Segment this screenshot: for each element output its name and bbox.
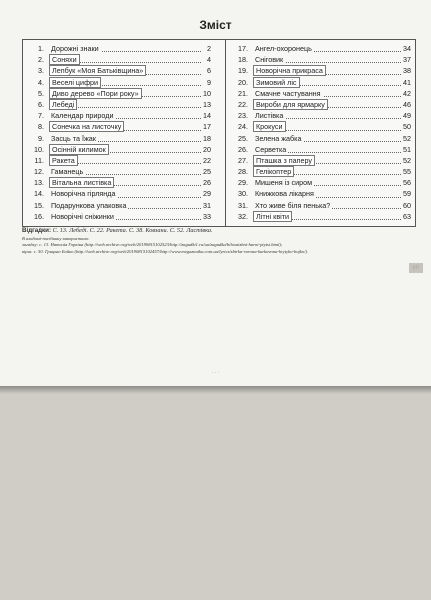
toc-entry [26, 211, 211, 222]
toc-entry-title: Зелена жабка [255, 133, 302, 143]
toc-entry [26, 65, 211, 76]
toc-entry [230, 211, 411, 222]
toc-entry-page: 41 [403, 77, 411, 87]
toc-entry-number: 27. [238, 155, 248, 165]
toc-entry-title: Новорічна прикраса [253, 65, 326, 76]
page-mark: · · · [211, 370, 220, 376]
toc-entry-number: 6. [38, 99, 44, 109]
toc-entry-title: Хто живе біля пенька? [255, 200, 331, 210]
toc-entry-title: Подарункова упаковка [51, 200, 127, 210]
toc-entry [26, 121, 211, 132]
toc-entry-number: 2. [38, 55, 44, 65]
toc-entry-page: 17 [203, 122, 211, 132]
toc-entry-number: 5. [38, 88, 44, 98]
toc-entry-page: 51 [403, 144, 411, 154]
toc-entry [26, 43, 211, 54]
toc-entry-number: 18. [238, 55, 248, 65]
page-edge-shadow [0, 386, 431, 394]
toc-entry-page: 37 [403, 55, 411, 65]
toc-entry-page: 25 [203, 167, 211, 177]
toc-entry-number: 4. [38, 77, 44, 87]
toc-entry [26, 188, 211, 199]
toc-entry-title: Лепбук «Моя Батьківщина» [49, 65, 146, 76]
toc-entry-title: Календар природи [51, 111, 114, 121]
toc-entry-number: 13. [34, 178, 44, 188]
toc-entry-title: Листівка [255, 111, 284, 121]
toc-entry-title: Смачне частування [255, 88, 321, 98]
toc-entry-number: 23. [238, 111, 248, 121]
toc-entry-number: 1. [38, 44, 44, 53]
page-stamp: КР [409, 263, 423, 273]
toc-entry-title: Крокуси [253, 121, 286, 132]
toc-entry [230, 188, 411, 199]
toc-entry-page: 13 [203, 99, 211, 109]
credits-section [22, 226, 414, 255]
toc-entry [230, 177, 411, 188]
toc-entry-number: 12. [34, 167, 44, 177]
toc-entry [26, 54, 211, 65]
toc-entry [230, 144, 411, 155]
toc-entry-page: 33 [203, 211, 211, 221]
toc-entry [26, 155, 211, 166]
toc-entry [230, 65, 411, 76]
toc-entry [230, 99, 411, 110]
toc-column-divider [225, 39, 226, 227]
toc-entry-page: 60 [403, 200, 411, 210]
toc-entry-number: 20. [238, 77, 248, 87]
toc-entry-title: Лебеді [49, 99, 77, 110]
toc-entry-number: 25. [238, 133, 248, 143]
toc-entry-number: 30. [238, 189, 248, 199]
back-cover [0, 386, 431, 600]
toc-entry-number: 10. [34, 144, 44, 154]
toc-entry-number: 11. [34, 155, 44, 165]
toc-entry-title: Диво дерево «Пори року» [49, 88, 142, 99]
toc-entry-title: Вітальна листівка [49, 177, 114, 188]
toc-entry-page: 38 [403, 66, 411, 76]
toc-entry-title: Соняхи [49, 54, 80, 65]
toc-entry-page: 46 [403, 99, 411, 109]
toc-entry-title: Дорожні знаки [51, 44, 99, 53]
toc-entry-page: 42 [403, 88, 411, 98]
toc-entry-title: Вироби для ярмарку [253, 99, 328, 110]
toc-entry [230, 166, 411, 177]
toc-entry-number: 32. [238, 211, 248, 221]
sources-label: В альбомі-посібнику використано: [22, 236, 90, 241]
toc-entry-number: 19. [238, 66, 248, 76]
toc-entry [230, 133, 411, 144]
page-title: Зміст [199, 18, 232, 32]
toc-entry [230, 200, 411, 211]
toc-entry-title: Гелікоптер [253, 166, 294, 177]
toc-entry [230, 88, 411, 99]
toc-entry [26, 110, 211, 121]
toc-entry-number: 22. [238, 99, 248, 109]
toc-entry [26, 177, 211, 188]
toc-entry-title: Сніговик [255, 55, 284, 65]
toc-entry [26, 166, 211, 177]
toc-entry-number: 14. [34, 189, 44, 199]
toc-entry-page: 20 [203, 144, 211, 154]
toc-entry-page: 49 [403, 111, 411, 121]
source-line-1: загадку: с. 13. Наталія Горкіна (http://web.archive.org/web/20190815102523/http://zagadki1.ru/ua/zagadka/bilosnizhni-harni-ptytsi.html); [22, 242, 283, 248]
toc-entry-number: 8. [38, 122, 44, 132]
toc-entry-page: 50 [403, 122, 411, 132]
toc-entry-title: Веселі цифри [49, 77, 101, 88]
toc-entry-page: 9 [207, 77, 211, 87]
toc-entry-number: 26. [238, 144, 248, 154]
toc-entry [230, 155, 411, 166]
toc-entry-page: 10 [203, 88, 211, 98]
toc-entry-number: 29. [238, 178, 248, 188]
toc-entry-title: Пташка з паперу [253, 155, 315, 166]
toc-entry-page: 31 [203, 200, 211, 210]
toc-entry-page: 18 [203, 133, 211, 143]
answers-text: С. 13. Лебеді. С. 22. Ракета. С. 38. Ковзани. С. 52. Ластівка. [52, 227, 213, 234]
toc-entry-page: 56 [403, 178, 411, 188]
toc-entry-title: Сонечка на листочку [49, 121, 124, 132]
toc-entry-page: 55 [403, 167, 411, 177]
toc-entry-page: 26 [203, 178, 211, 188]
toc-left-column [26, 43, 211, 222]
toc-entry-number: 17. [238, 44, 248, 53]
source-line-2: вірш: с. 50. Грицько Бойко (http://web.archive.org/web/20190815102457/http://www.megaznaika.com.ua/lyrics/zbirka-vorona-karkavona-krytyko-bujko/). [22, 248, 309, 254]
answers-label: Відгадки: [22, 227, 52, 234]
toc-entry-title: Засць та Їжак [51, 133, 96, 143]
toc-entry [26, 144, 211, 155]
toc-entry [26, 200, 211, 211]
toc-entry-page: 2 [207, 44, 211, 53]
toc-entry-number: 31. [238, 200, 248, 210]
toc-entry-page: 59 [403, 189, 411, 199]
toc-entry-page: 14 [203, 111, 211, 121]
toc-entry-number: 9. [38, 133, 44, 143]
toc-entry-page: 52 [403, 133, 411, 143]
toc-entry [26, 88, 211, 99]
toc-entry-title: Зимовий ліс [253, 77, 300, 88]
toc-entry [230, 121, 411, 132]
toc-entry-page: 34 [403, 44, 411, 53]
toc-entry-title: Ракета [49, 155, 78, 166]
toc-entry [26, 77, 211, 88]
toc-entry-number: 28. [238, 167, 248, 177]
toc-entry-page: 63 [403, 211, 411, 221]
toc-entry-number: 3. [38, 66, 44, 76]
toc-entry [26, 99, 211, 110]
toc-entry-number: 15. [34, 200, 44, 210]
toc-entry-title: Гаманець [51, 167, 84, 177]
toc-entry-title: Новорічні сніжинки [51, 211, 114, 221]
toc-entry-number: 24. [238, 122, 248, 132]
toc-entry-page: 52 [403, 155, 411, 165]
toc-entry-page: 4 [207, 55, 211, 65]
toc-entry [26, 133, 211, 144]
toc-entry-number: 16. [34, 211, 44, 221]
toc-entry [230, 110, 411, 121]
toc-entry-title: Мишеня із сиром [255, 178, 313, 188]
toc-entry-page: 22 [203, 155, 211, 165]
toc-entry-title: Літні квіти [253, 211, 292, 222]
toc-entry-number: 7. [38, 111, 44, 121]
toc-entry-page: 6 [207, 66, 211, 76]
toc-entry-page: 29 [203, 189, 211, 199]
toc-entry [230, 77, 411, 88]
toc-entry-title: Осінній килимок [49, 144, 109, 155]
toc-entry [230, 43, 411, 54]
toc-entry-title: Ангел-охоронець [255, 44, 312, 53]
toc-entry-title: Серветка [255, 144, 287, 154]
toc-entry-number: 21. [238, 88, 248, 98]
toc-entry-title: Новорічна гірлянда [51, 189, 116, 199]
toc-entry-title: Книжкова лікарня [255, 189, 314, 199]
toc-right-column [230, 43, 411, 222]
toc-entry [230, 54, 411, 65]
answers-line [22, 226, 414, 236]
